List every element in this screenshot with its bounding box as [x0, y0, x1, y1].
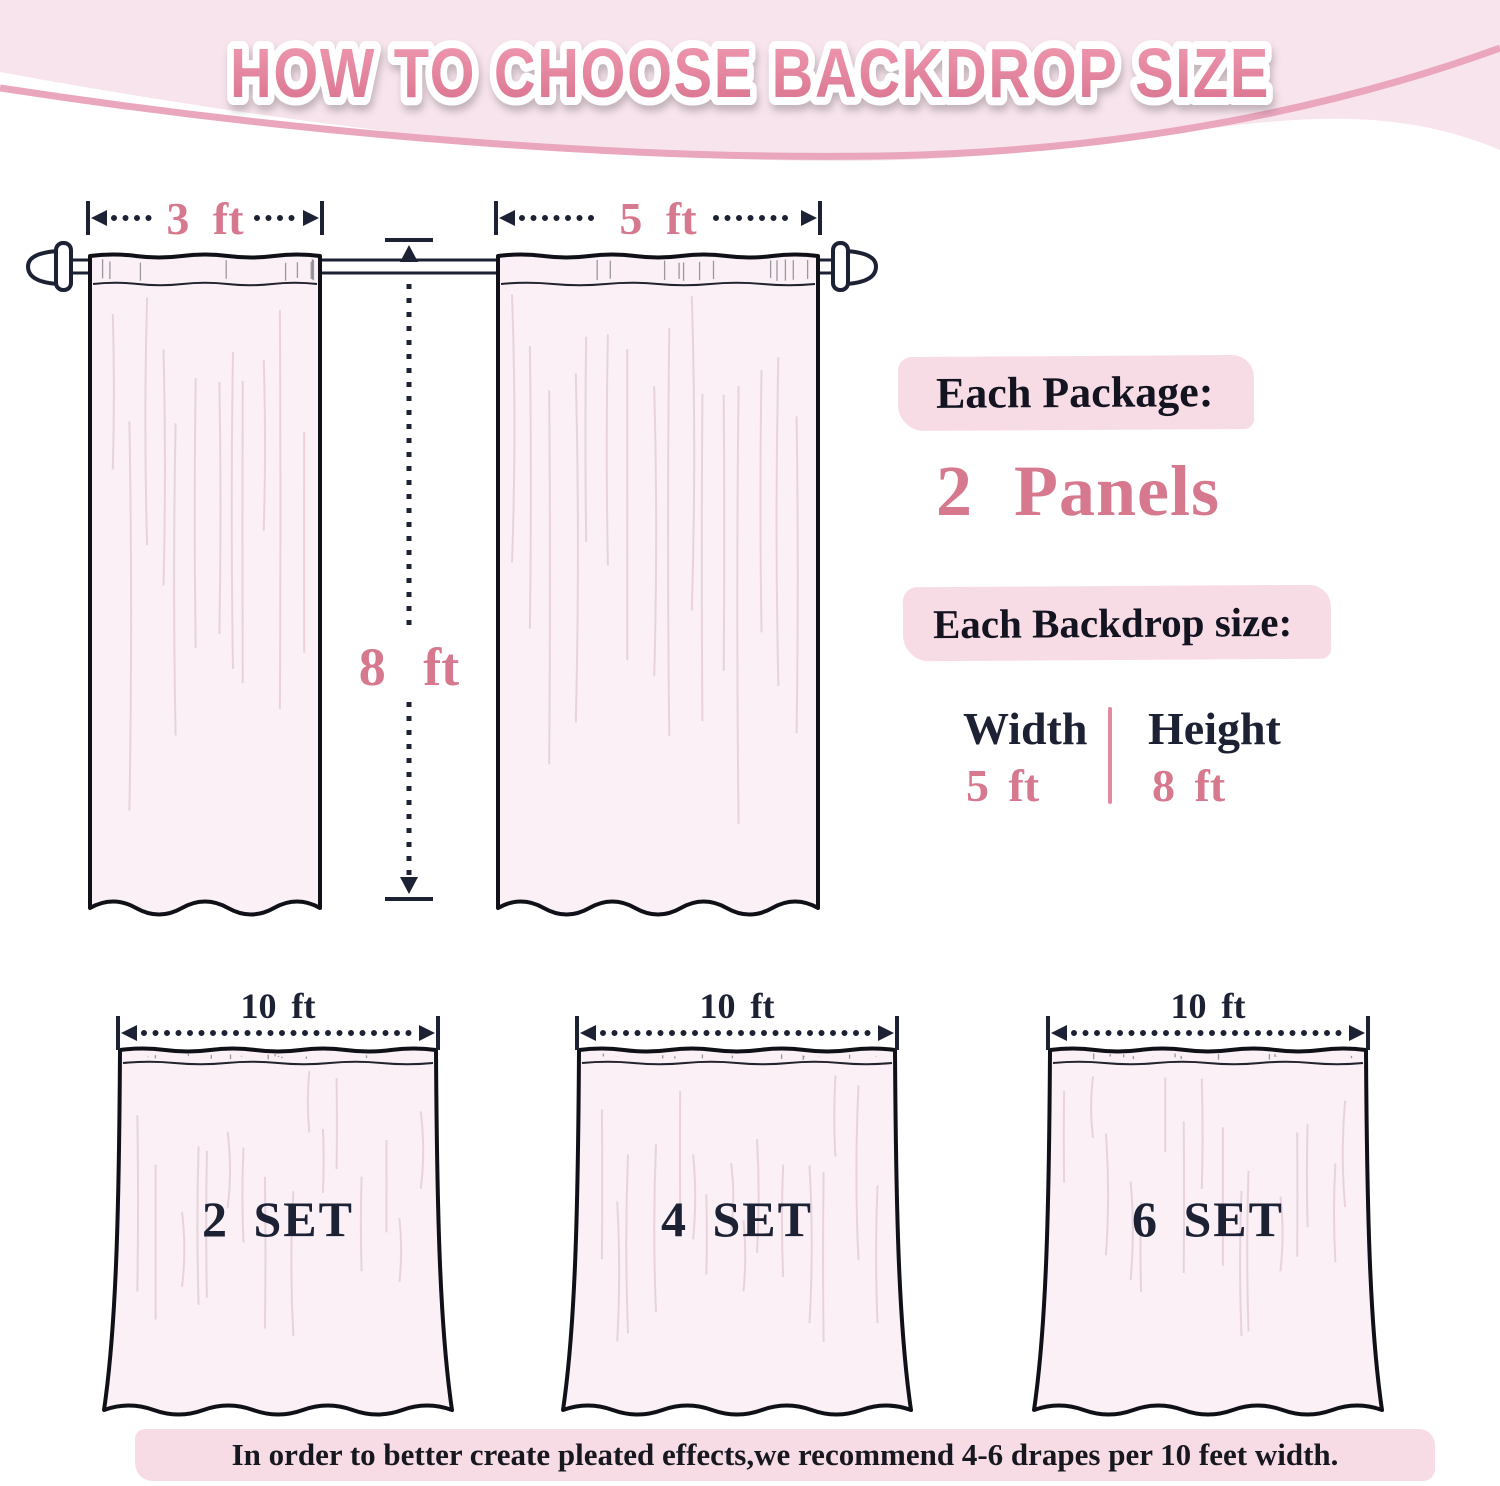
height-dimension-8ft	[385, 240, 433, 899]
backdrop-size-heading-highlight	[903, 585, 1331, 662]
package-heading: Each Package:	[935, 367, 1214, 418]
set-label-2: 4 SET	[660, 1191, 813, 1247]
page-title: HOW TO CHOOSE BACKDROP SIZE	[230, 34, 1270, 112]
set-width-label-3: 10 ft	[1170, 986, 1246, 1026]
package-heading-highlight	[898, 355, 1254, 431]
set-width-label-2: 10 ft	[699, 986, 775, 1026]
panel-height-label: 8 ft	[358, 637, 460, 697]
backdrop-size-heading: Each Backdrop size:	[932, 598, 1293, 648]
rod-finial-left	[28, 243, 71, 290]
set-label-1: 2 SET	[201, 1191, 354, 1247]
height-label: Height	[1148, 703, 1281, 754]
top-left-panel	[90, 255, 320, 915]
panels-value: 2 Panels	[936, 451, 1221, 531]
panel-width-label-left: 3 ft	[166, 193, 244, 244]
footnote-text: In order to better create pleated effects,we recommend 4-6 drapes per 10 feet width.	[231, 1437, 1339, 1472]
size-divider	[1108, 707, 1112, 804]
width-label: Width	[963, 703, 1088, 754]
width-value: 5 ft	[966, 760, 1040, 811]
height-value: 8 ft	[1152, 760, 1226, 811]
footnote-highlight	[135, 1429, 1435, 1481]
set-width-label-1: 10 ft	[240, 986, 316, 1026]
set-label-3: 6 SET	[1131, 1191, 1284, 1247]
panel-width-label-right: 5 ft	[619, 193, 697, 244]
top-right-panel	[498, 255, 818, 915]
rod-finial-right	[833, 243, 876, 290]
